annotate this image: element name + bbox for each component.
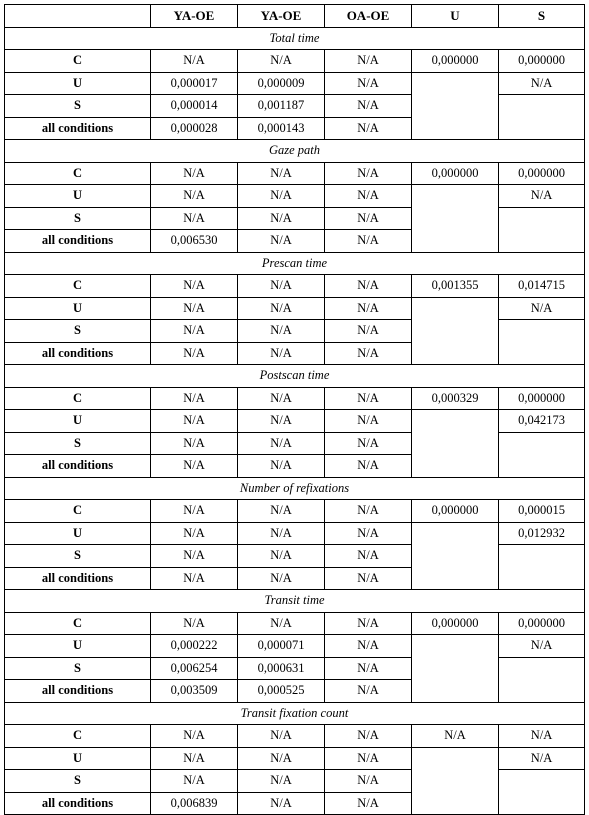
value-cell: N/A bbox=[151, 545, 238, 568]
u-empty-cell bbox=[412, 297, 499, 365]
value-cell: N/A bbox=[325, 410, 412, 433]
s-value-cell: 0,000000 bbox=[499, 50, 585, 73]
s-value-cell: 0,000015 bbox=[499, 500, 585, 523]
value-cell: 0,000631 bbox=[238, 657, 325, 680]
row-label: U bbox=[5, 522, 151, 545]
row-label: U bbox=[5, 410, 151, 433]
value-cell: 0,000017 bbox=[151, 72, 238, 95]
value-cell: 0,000071 bbox=[238, 635, 325, 658]
row-label: all conditions bbox=[5, 117, 151, 140]
value-cell: N/A bbox=[151, 567, 238, 590]
value-cell: N/A bbox=[238, 770, 325, 793]
value-cell: N/A bbox=[325, 455, 412, 478]
value-cell: 0,006839 bbox=[151, 792, 238, 815]
value-cell: N/A bbox=[238, 320, 325, 343]
row-label: U bbox=[5, 747, 151, 770]
u-value-cell: 0,000000 bbox=[412, 162, 499, 185]
value-cell: N/A bbox=[151, 455, 238, 478]
header-cell-ya-oe-1: YA-OE bbox=[151, 5, 238, 28]
s-value-cell: 0,000000 bbox=[499, 387, 585, 410]
u-value-cell: 0,001355 bbox=[412, 275, 499, 298]
row-label: U bbox=[5, 185, 151, 208]
table-row bbox=[5, 297, 585, 320]
s-value-cell: 0,014715 bbox=[499, 275, 585, 298]
table-row bbox=[5, 50, 585, 73]
value-cell: N/A bbox=[151, 500, 238, 523]
row-label: all conditions bbox=[5, 230, 151, 253]
u-empty-cell bbox=[412, 635, 499, 703]
table-row bbox=[5, 725, 585, 748]
value-cell: 0,000222 bbox=[151, 635, 238, 658]
value-cell: N/A bbox=[238, 275, 325, 298]
row-label: C bbox=[5, 612, 151, 635]
s-value-cell: 0,012932 bbox=[499, 522, 585, 545]
header-cell-oa-oe: OA-OE bbox=[325, 5, 412, 28]
row-label: C bbox=[5, 162, 151, 185]
header-cell-ya-oe-2: YA-OE bbox=[238, 5, 325, 28]
value-cell: N/A bbox=[238, 747, 325, 770]
value-cell: N/A bbox=[238, 725, 325, 748]
value-cell: N/A bbox=[325, 500, 412, 523]
row-label: U bbox=[5, 72, 151, 95]
row-label: S bbox=[5, 432, 151, 455]
value-cell: N/A bbox=[238, 230, 325, 253]
header-cell-s: S bbox=[499, 5, 585, 28]
value-cell: 0,000143 bbox=[238, 117, 325, 140]
u-empty-cell bbox=[412, 72, 499, 140]
value-cell: N/A bbox=[325, 297, 412, 320]
row-label: U bbox=[5, 297, 151, 320]
s-empty-cell bbox=[499, 657, 585, 702]
value-cell: N/A bbox=[325, 95, 412, 118]
row-label: S bbox=[5, 207, 151, 230]
value-cell: N/A bbox=[238, 185, 325, 208]
row-label: S bbox=[5, 770, 151, 793]
row-label: U bbox=[5, 635, 151, 658]
value-cell: 0,000028 bbox=[151, 117, 238, 140]
s-empty-cell bbox=[499, 432, 585, 477]
section-title: Total time bbox=[5, 27, 585, 50]
section-title-row bbox=[5, 477, 585, 500]
row-label: C bbox=[5, 725, 151, 748]
u-empty-cell bbox=[412, 747, 499, 815]
value-cell: N/A bbox=[325, 387, 412, 410]
s-value-cell: 0,042173 bbox=[499, 410, 585, 433]
section-title-row bbox=[5, 27, 585, 50]
value-cell: 0,001187 bbox=[238, 95, 325, 118]
u-empty-cell bbox=[412, 185, 499, 253]
value-cell: N/A bbox=[151, 320, 238, 343]
value-cell: N/A bbox=[325, 275, 412, 298]
value-cell: 0,000525 bbox=[238, 680, 325, 703]
value-cell: N/A bbox=[238, 522, 325, 545]
header-cell-u: U bbox=[412, 5, 499, 28]
section-title-row bbox=[5, 590, 585, 613]
value-cell: N/A bbox=[238, 455, 325, 478]
value-cell: N/A bbox=[325, 522, 412, 545]
value-cell: N/A bbox=[238, 50, 325, 73]
value-cell: N/A bbox=[151, 612, 238, 635]
s-empty-cell bbox=[499, 320, 585, 365]
value-cell: N/A bbox=[325, 72, 412, 95]
value-cell: N/A bbox=[151, 50, 238, 73]
value-cell: N/A bbox=[325, 635, 412, 658]
value-cell: N/A bbox=[151, 410, 238, 433]
value-cell: N/A bbox=[325, 320, 412, 343]
value-cell: N/A bbox=[151, 522, 238, 545]
value-cell: N/A bbox=[325, 792, 412, 815]
header-cell-0 bbox=[5, 5, 151, 28]
row-label: all conditions bbox=[5, 792, 151, 815]
row-label: S bbox=[5, 545, 151, 568]
value-cell: N/A bbox=[325, 567, 412, 590]
u-empty-cell bbox=[412, 522, 499, 590]
value-cell: N/A bbox=[151, 342, 238, 365]
u-value-cell: 0,000000 bbox=[412, 50, 499, 73]
value-cell: N/A bbox=[238, 342, 325, 365]
table-row bbox=[5, 185, 585, 208]
value-cell: N/A bbox=[151, 207, 238, 230]
table-row bbox=[5, 72, 585, 95]
value-cell: N/A bbox=[325, 657, 412, 680]
value-cell: N/A bbox=[151, 770, 238, 793]
row-label: S bbox=[5, 657, 151, 680]
value-cell: 0,006254 bbox=[151, 657, 238, 680]
value-cell: 0,000009 bbox=[238, 72, 325, 95]
value-cell: N/A bbox=[238, 162, 325, 185]
s-value-cell: N/A bbox=[499, 185, 585, 208]
value-cell: N/A bbox=[238, 410, 325, 433]
value-cell: 0,000014 bbox=[151, 95, 238, 118]
section-title: Postscan time bbox=[5, 365, 585, 388]
value-cell: N/A bbox=[325, 342, 412, 365]
value-cell: 0,006530 bbox=[151, 230, 238, 253]
row-label: S bbox=[5, 95, 151, 118]
value-cell: N/A bbox=[238, 297, 325, 320]
value-cell: N/A bbox=[325, 50, 412, 73]
section-title: Prescan time bbox=[5, 252, 585, 275]
section-title-row bbox=[5, 702, 585, 725]
value-cell: N/A bbox=[151, 387, 238, 410]
value-cell: N/A bbox=[151, 747, 238, 770]
results-table bbox=[4, 4, 585, 815]
header-row bbox=[5, 5, 585, 28]
value-cell: 0,003509 bbox=[151, 680, 238, 703]
value-cell: N/A bbox=[238, 432, 325, 455]
table-row bbox=[5, 500, 585, 523]
value-cell: N/A bbox=[151, 275, 238, 298]
s-value-cell: 0,000000 bbox=[499, 612, 585, 635]
table-row bbox=[5, 612, 585, 635]
u-empty-cell bbox=[412, 410, 499, 478]
value-cell: N/A bbox=[238, 545, 325, 568]
value-cell: N/A bbox=[325, 725, 412, 748]
row-label: C bbox=[5, 50, 151, 73]
s-empty-cell bbox=[499, 545, 585, 590]
value-cell: N/A bbox=[151, 162, 238, 185]
value-cell: N/A bbox=[325, 747, 412, 770]
section-title-row bbox=[5, 365, 585, 388]
u-value-cell: 0,000000 bbox=[412, 500, 499, 523]
value-cell: N/A bbox=[325, 230, 412, 253]
row-label: all conditions bbox=[5, 567, 151, 590]
table-row bbox=[5, 162, 585, 185]
value-cell: N/A bbox=[325, 117, 412, 140]
s-value-cell: N/A bbox=[499, 725, 585, 748]
table-row bbox=[5, 635, 585, 658]
table-row bbox=[5, 747, 585, 770]
s-empty-cell bbox=[499, 770, 585, 815]
value-cell: N/A bbox=[238, 207, 325, 230]
section-title: Transit time bbox=[5, 590, 585, 613]
section-title: Number of refixations bbox=[5, 477, 585, 500]
value-cell: N/A bbox=[325, 207, 412, 230]
u-value-cell: 0,000329 bbox=[412, 387, 499, 410]
row-label: all conditions bbox=[5, 455, 151, 478]
row-label: all conditions bbox=[5, 680, 151, 703]
s-empty-cell bbox=[499, 207, 585, 252]
section-title-row bbox=[5, 140, 585, 163]
row-label: S bbox=[5, 320, 151, 343]
s-value-cell: N/A bbox=[499, 747, 585, 770]
row-label: C bbox=[5, 500, 151, 523]
row-label: C bbox=[5, 387, 151, 410]
table-row bbox=[5, 410, 585, 433]
value-cell: N/A bbox=[238, 387, 325, 410]
section-title: Gaze path bbox=[5, 140, 585, 163]
value-cell: N/A bbox=[325, 770, 412, 793]
value-cell: N/A bbox=[325, 545, 412, 568]
row-label: C bbox=[5, 275, 151, 298]
value-cell: N/A bbox=[325, 612, 412, 635]
value-cell: N/A bbox=[325, 432, 412, 455]
value-cell: N/A bbox=[151, 725, 238, 748]
s-value-cell: N/A bbox=[499, 635, 585, 658]
s-empty-cell bbox=[499, 95, 585, 140]
value-cell: N/A bbox=[238, 567, 325, 590]
table-row bbox=[5, 275, 585, 298]
value-cell: N/A bbox=[238, 612, 325, 635]
value-cell: N/A bbox=[151, 185, 238, 208]
u-value-cell: 0,000000 bbox=[412, 612, 499, 635]
value-cell: N/A bbox=[151, 297, 238, 320]
value-cell: N/A bbox=[151, 432, 238, 455]
section-title-row bbox=[5, 252, 585, 275]
s-value-cell: N/A bbox=[499, 72, 585, 95]
s-value-cell: N/A bbox=[499, 297, 585, 320]
value-cell: N/A bbox=[325, 162, 412, 185]
row-label: all conditions bbox=[5, 342, 151, 365]
s-value-cell: 0,000000 bbox=[499, 162, 585, 185]
table-row bbox=[5, 387, 585, 410]
value-cell: N/A bbox=[238, 792, 325, 815]
value-cell: N/A bbox=[238, 500, 325, 523]
value-cell: N/A bbox=[325, 680, 412, 703]
section-title: Transit fixation count bbox=[5, 702, 585, 725]
u-value-cell: N/A bbox=[412, 725, 499, 748]
value-cell: N/A bbox=[325, 185, 412, 208]
table-row bbox=[5, 522, 585, 545]
